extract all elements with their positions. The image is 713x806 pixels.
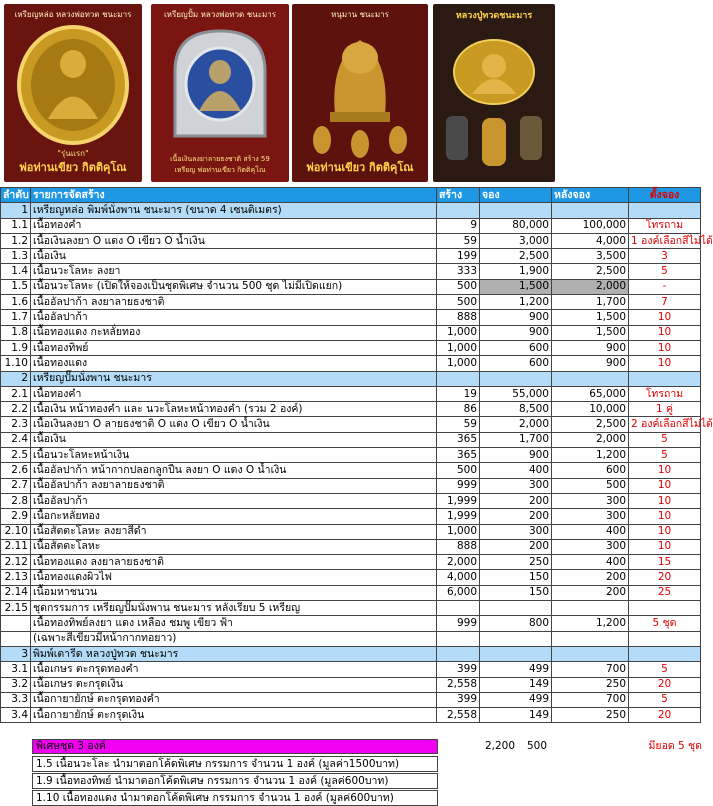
row-reserve: 300: [480, 524, 552, 539]
row-status: 10: [629, 340, 701, 355]
row-after: 200: [552, 570, 629, 585]
card-caption: พ่อท่านเขียว กิตติคุโณ: [19, 161, 127, 174]
row-no: 3.2: [1, 677, 31, 692]
row-no: 1.9: [1, 340, 31, 355]
table-row: [1, 524, 701, 539]
row-item: เนื้อทองแดง: [31, 356, 437, 371]
table-row: [1, 432, 701, 447]
row-item: เนื้อนวะโลหะหน้าเงิน: [31, 448, 437, 463]
row-no: 1.3: [1, 249, 31, 264]
row-reserve: 2,000: [480, 417, 552, 432]
row-reserve: 250: [480, 555, 552, 570]
row-no: 2.4: [1, 432, 31, 447]
row-reserve: [480, 631, 552, 646]
row-no: 1.1: [1, 218, 31, 233]
row-reserve: 200: [480, 509, 552, 524]
row-reserve: 8,500: [480, 402, 552, 417]
row-no: 1: [1, 203, 31, 218]
row-item: เนื้อกายายักษ์ ตะกรุดทองคำ: [31, 692, 437, 707]
row-made: 1,000: [437, 325, 480, 340]
table-row: [1, 218, 701, 233]
row-item: เนื้อทองคำ: [31, 386, 437, 401]
row-no: 2.14: [1, 585, 31, 600]
row-item: เนื้อกะหลั่ยทอง: [31, 509, 437, 524]
row-no: 2.1: [1, 386, 31, 401]
row-after: [552, 371, 629, 386]
row-no: 1.5: [1, 279, 31, 294]
row-status: 10: [629, 524, 701, 539]
row-reserve: 600: [480, 356, 552, 371]
card-subtitle: เนื้อเงินลงยาลายธงชาติ สร้าง 59 เหรียญ พ่อท่านเขียว กิตติคุโณ: [170, 155, 270, 174]
row-item: เนื้ออัลปาก้า หน้ากากปลอกลูกปืน ลงยา O แดง O น้ำเงิน: [31, 463, 437, 478]
table-row: [1, 233, 701, 248]
row-status: [629, 371, 701, 386]
row-reserve: 800: [480, 616, 552, 631]
row-reserve: [480, 646, 552, 661]
row-reserve: [480, 203, 552, 218]
row-status: 10: [629, 463, 701, 478]
special-item: 1.5 เนื้อนวะโละ นำมาตอกโค้ดพิเศษ กรรมการ จำนวน 1 องค์ (มูลค่า1500บาท): [32, 756, 438, 772]
row-after: 300: [552, 539, 629, 554]
card-title: เหรียญปั้ม หลวงพ่อทวด ชนะมาร: [163, 10, 277, 19]
row-status: 10: [629, 325, 701, 340]
table-row: [1, 402, 701, 417]
row-no: 3: [1, 646, 31, 661]
row-after: [552, 646, 629, 661]
row-no: 1.10: [1, 356, 31, 371]
row-made: 86: [437, 402, 480, 417]
row-after: 900: [552, 356, 629, 371]
row-item: เนื้อเงิน: [31, 249, 437, 264]
header-images: [0, 0, 700, 186]
row-made: 1,000: [437, 524, 480, 539]
table-row: [1, 692, 701, 707]
row-item: เนื้อทองทิพย์: [31, 340, 437, 355]
row-reserve: 149: [480, 677, 552, 692]
row-status: 1 คู่: [629, 402, 701, 417]
table-row: [1, 555, 701, 570]
row-status: 10: [629, 493, 701, 508]
row-made: 1,000: [437, 356, 480, 371]
row-status: 5: [629, 264, 701, 279]
special-item: 1.9 เนื้อทองทิพย์ นำมาตอกโค้ดพิเศษ กรรมการ จำนวน 1 องค์ (มูลค่600บาท): [32, 773, 438, 789]
row-reserve: [480, 371, 552, 386]
row-status: [629, 601, 701, 616]
card-subtitle: "รุ่นแรก": [57, 149, 89, 158]
row-status: 3: [629, 249, 701, 264]
row-made: 4,000: [437, 570, 480, 585]
row-item: เนื้ออัลปาก้า ลงยาลายธงชาติ: [31, 295, 437, 310]
row-after: 2,500: [552, 417, 629, 432]
table-row: [1, 249, 701, 264]
row-status: 7: [629, 295, 701, 310]
table-row: [1, 448, 701, 463]
row-no: 1.7: [1, 310, 31, 325]
row-reserve: 1,500: [480, 279, 552, 294]
row-status: 5: [629, 662, 701, 677]
section-row: [1, 371, 701, 386]
table-row: [1, 677, 701, 692]
statue-image: [300, 20, 420, 160]
row-after: [552, 203, 629, 218]
row-after: 1,500: [552, 325, 629, 340]
row-status: 20: [629, 677, 701, 692]
row-reserve: 499: [480, 662, 552, 677]
row-item: เนื้ออัลปาก้า ลงยาลายธงชาติ: [31, 478, 437, 493]
table-row: [1, 417, 701, 432]
row-made: 9: [437, 218, 480, 233]
row-made: 19: [437, 386, 480, 401]
row-reserve: 149: [480, 708, 552, 723]
special-made: 2,200: [484, 740, 515, 752]
row-item: ชุดกรรมการ เหรียญปั๊มนั่งพาน ชนะมาร หลังเรียบ 5 เหรียญ: [31, 601, 437, 616]
row-no: 3.4: [1, 708, 31, 723]
col-header-reserve: จอง: [480, 188, 552, 203]
table-row: [1, 310, 701, 325]
col-header-after: หลังจอง: [552, 188, 629, 203]
row-status: -: [629, 279, 701, 294]
col-header-no: ลำดับ: [1, 188, 31, 203]
silver-medal-image: [165, 26, 275, 144]
row-after: 400: [552, 524, 629, 539]
row-no: 3.3: [1, 692, 31, 707]
row-item: เหรียญหล่อ พิมพ์นั่งพาน ชนะมาร (ขนาด 4 เซนติเมตร): [31, 203, 437, 218]
row-no: 3.1: [1, 662, 31, 677]
row-no: 1.4: [1, 264, 31, 279]
row-reserve: 150: [480, 570, 552, 585]
row-item: เนื้อทองแดงผิวไฟ: [31, 570, 437, 585]
row-reserve: 600: [480, 340, 552, 355]
row-after: 1,700: [552, 295, 629, 310]
row-made: 888: [437, 539, 480, 554]
row-after: 65,000: [552, 386, 629, 401]
row-status: 20: [629, 708, 701, 723]
row-item: (เฉพาะสีเขียวมีหน้ากากทอยาว): [31, 631, 437, 646]
row-item: เนื้อเงิน หน้าทองคำ และ นวะโลหะหน้าทองคำ (รวม 2 องค์): [31, 402, 437, 417]
row-no: 2.15: [1, 601, 31, 616]
row-status: 20: [629, 570, 701, 585]
row-after: 1,500: [552, 310, 629, 325]
table-row: [1, 570, 701, 585]
row-status: 10: [629, 539, 701, 554]
row-after: 3,500: [552, 249, 629, 264]
row-made: [437, 601, 480, 616]
amulet-card-2: [151, 4, 289, 182]
row-made: [437, 371, 480, 386]
row-no: 2.8: [1, 493, 31, 508]
section-row: [1, 203, 701, 218]
row-item: เนื้อเกษร ตะกรุดเงิน: [31, 677, 437, 692]
row-after: 700: [552, 662, 629, 677]
row-item: เนื้อสัตตะโลหะ: [31, 539, 437, 554]
special-item: 1.10 เนื้อทองแดง นำมาตอกโค้ดพิเศษ กรรมการ จำนวน 1 องค์ (มูลค่600บาท): [32, 790, 438, 806]
oval-medal-image: [13, 24, 133, 146]
row-made: 6,000: [437, 585, 480, 600]
row-item: เนื้ออัลปาก้า: [31, 493, 437, 508]
row-status: 25: [629, 585, 701, 600]
row-made: 999: [437, 616, 480, 631]
row-after: 600: [552, 463, 629, 478]
special-reserve: 500: [526, 740, 547, 752]
row-no: 2.9: [1, 509, 31, 524]
card-caption: พ่อท่านเขียว กิตติคุโณ: [306, 161, 414, 174]
row-made: 500: [437, 295, 480, 310]
row-reserve: 900: [480, 448, 552, 463]
row-after: 1,200: [552, 616, 629, 631]
row-made: 59: [437, 233, 480, 248]
row-reserve: 499: [480, 692, 552, 707]
row-made: 500: [437, 279, 480, 294]
row-no: [1, 616, 31, 631]
row-no: 2.5: [1, 448, 31, 463]
row-made: 1,000: [437, 340, 480, 355]
row-no: 2: [1, 371, 31, 386]
table-row: [1, 493, 701, 508]
row-reserve: 80,000: [480, 218, 552, 233]
row-made: 333: [437, 264, 480, 279]
col-header-status: ตั้งจอง: [629, 188, 701, 203]
amulet-card-1: [4, 4, 142, 182]
table-row: [1, 662, 701, 677]
row-status: 5: [629, 448, 701, 463]
row-status: [629, 203, 701, 218]
table-header-row: [1, 188, 701, 203]
row-made: 365: [437, 432, 480, 447]
row-reserve: 300: [480, 478, 552, 493]
row-status: โทรถาม: [629, 218, 701, 233]
row-after: 1,200: [552, 448, 629, 463]
row-made: 399: [437, 662, 480, 677]
row-reserve: 1,200: [480, 295, 552, 310]
row-after: [552, 631, 629, 646]
row-after: 100,000: [552, 218, 629, 233]
table-row: [1, 340, 701, 355]
row-made: [437, 203, 480, 218]
row-status: 15: [629, 555, 701, 570]
row-after: 250: [552, 677, 629, 692]
row-item: เนื้ออัลปาก้า: [31, 310, 437, 325]
row-after: 250: [552, 708, 629, 723]
table-row: [1, 585, 701, 600]
row-no: 2.2: [1, 402, 31, 417]
row-after: 10,000: [552, 402, 629, 417]
row-reserve: 150: [480, 585, 552, 600]
row-status: 2 องค์เลือกสีไม่ได้: [629, 417, 701, 432]
row-after: 300: [552, 509, 629, 524]
row-reserve: 2,500: [480, 249, 552, 264]
table-row: [1, 356, 701, 371]
row-no: 2.13: [1, 570, 31, 585]
row-no: 1.2: [1, 233, 31, 248]
table-row: [1, 264, 701, 279]
figurine-set-image: [436, 24, 552, 178]
row-after: 900: [552, 340, 629, 355]
row-after: 700: [552, 692, 629, 707]
row-made: 888: [437, 310, 480, 325]
table-row: [1, 295, 701, 310]
row-item: พิมพ์เตารีด หลวงปู่ทวด ชนะมาร: [31, 646, 437, 661]
row-made: 999: [437, 478, 480, 493]
table-row: [1, 601, 701, 616]
table-row: [1, 509, 701, 524]
row-reserve: 55,000: [480, 386, 552, 401]
row-reserve: 1,700: [480, 432, 552, 447]
row-status: 5: [629, 692, 701, 707]
row-no: 2.10: [1, 524, 31, 539]
row-item: เนื้อเงิน: [31, 432, 437, 447]
row-item: เนื้อนวะโลหะ ลงยา: [31, 264, 437, 279]
row-reserve: 200: [480, 493, 552, 508]
row-status: 5: [629, 432, 701, 447]
table-row: [1, 616, 701, 631]
table-row: [1, 463, 701, 478]
row-after: 500: [552, 478, 629, 493]
row-made: 1,999: [437, 493, 480, 508]
row-status: 10: [629, 356, 701, 371]
col-header-made: สร้าง: [437, 188, 480, 203]
row-made: 1,999: [437, 509, 480, 524]
card-title: หลวงปู่ทวดชนะมาร: [455, 11, 533, 21]
row-no: 2.3: [1, 417, 31, 432]
row-status: 1 องค์เลือกสีไม่ได้: [629, 233, 701, 248]
row-item: เนื้อมหาชนวน: [31, 585, 437, 600]
row-item: เนื้อสัตตะโลหะ ลงยาสีดำ: [31, 524, 437, 539]
row-item: เหรียญปั๊มนั่งพาน ชนะมาร: [31, 371, 437, 386]
table-row: [1, 478, 701, 493]
row-no: 2.12: [1, 555, 31, 570]
row-made: 399: [437, 692, 480, 707]
row-status: โทรถาม: [629, 386, 701, 401]
row-after: 4,000: [552, 233, 629, 248]
price-table: [0, 187, 713, 723]
row-no: 2.7: [1, 478, 31, 493]
row-item: เนื้อทองทิพย์ลงยา แดง เหลือง ชมพู เขียว ฟ้า: [31, 616, 437, 631]
row-item: เนื้อนวะโลหะ (เปิดให้จองเป็นชุดพิเศษ จำนวน 500 ชุด ไม่มีเปิดแยก): [31, 279, 437, 294]
row-reserve: 200: [480, 539, 552, 554]
row-made: 2,558: [437, 677, 480, 692]
row-after: [552, 601, 629, 616]
card-title: หนุมาน ชนะมาร: [331, 10, 389, 19]
row-status: 10: [629, 509, 701, 524]
row-status: 5 ชุด: [629, 616, 701, 631]
amulet-card-4: [433, 4, 555, 182]
row-made: 365: [437, 448, 480, 463]
row-made: 500: [437, 463, 480, 478]
row-item: เนื้อเกษร ตะกรุดทองคำ: [31, 662, 437, 677]
table-row: [1, 631, 701, 646]
row-item: เนื้อทองคำ: [31, 218, 437, 233]
special-status: มียอด 5 ชุด: [648, 740, 702, 752]
row-after: 300: [552, 493, 629, 508]
row-made: 59: [437, 417, 480, 432]
row-item: เนื้อเงินลงยา O ลายธงชาติ O แดง O เขียว O น้ำเงิน: [31, 417, 437, 432]
table-row: [1, 539, 701, 554]
special-title: พิเศษชุด 3 องค์: [32, 739, 438, 754]
row-status: 10: [629, 310, 701, 325]
row-after: 400: [552, 555, 629, 570]
row-after: 2,500: [552, 264, 629, 279]
row-reserve: 900: [480, 310, 552, 325]
row-made: [437, 646, 480, 661]
amulet-card-3: [292, 4, 428, 182]
row-no: 1.8: [1, 325, 31, 340]
row-reserve: 900: [480, 325, 552, 340]
table-row: [1, 325, 701, 340]
row-made: 199: [437, 249, 480, 264]
row-no: [1, 631, 31, 646]
row-item: เนื้อทองแดง กะหลั่ยทอง: [31, 325, 437, 340]
table-row: [1, 708, 701, 723]
row-no: 2.11: [1, 539, 31, 554]
card-title: เหรียญหล่อ หลวงพ่อทวด ชนะมาร: [14, 10, 132, 19]
row-after: 2,000: [552, 432, 629, 447]
row-item: เนื้อทองแดง ลงยาลายธงชาติ: [31, 555, 437, 570]
row-made: [437, 631, 480, 646]
table-row: [1, 386, 701, 401]
col-header-item: รายการจัดสร้าง: [31, 188, 437, 203]
row-no: 1.6: [1, 295, 31, 310]
row-after: 2,000: [552, 279, 629, 294]
row-item: เนื้อเงินลงยา O แดง O เขียว O น้ำเงิน: [31, 233, 437, 248]
row-item: เนื้อกายายักษ์ ตะกรุดเงิน: [31, 708, 437, 723]
row-reserve: [480, 601, 552, 616]
row-status: 10: [629, 478, 701, 493]
row-reserve: 400: [480, 463, 552, 478]
row-made: 2,558: [437, 708, 480, 723]
row-no: 2.6: [1, 463, 31, 478]
section-row: [1, 646, 701, 661]
row-reserve: 1,900: [480, 264, 552, 279]
row-status: [629, 631, 701, 646]
row-made: 2,000: [437, 555, 480, 570]
row-reserve: 3,000: [480, 233, 552, 248]
row-status: [629, 646, 701, 661]
row-after: 200: [552, 585, 629, 600]
table-row: [1, 279, 701, 294]
